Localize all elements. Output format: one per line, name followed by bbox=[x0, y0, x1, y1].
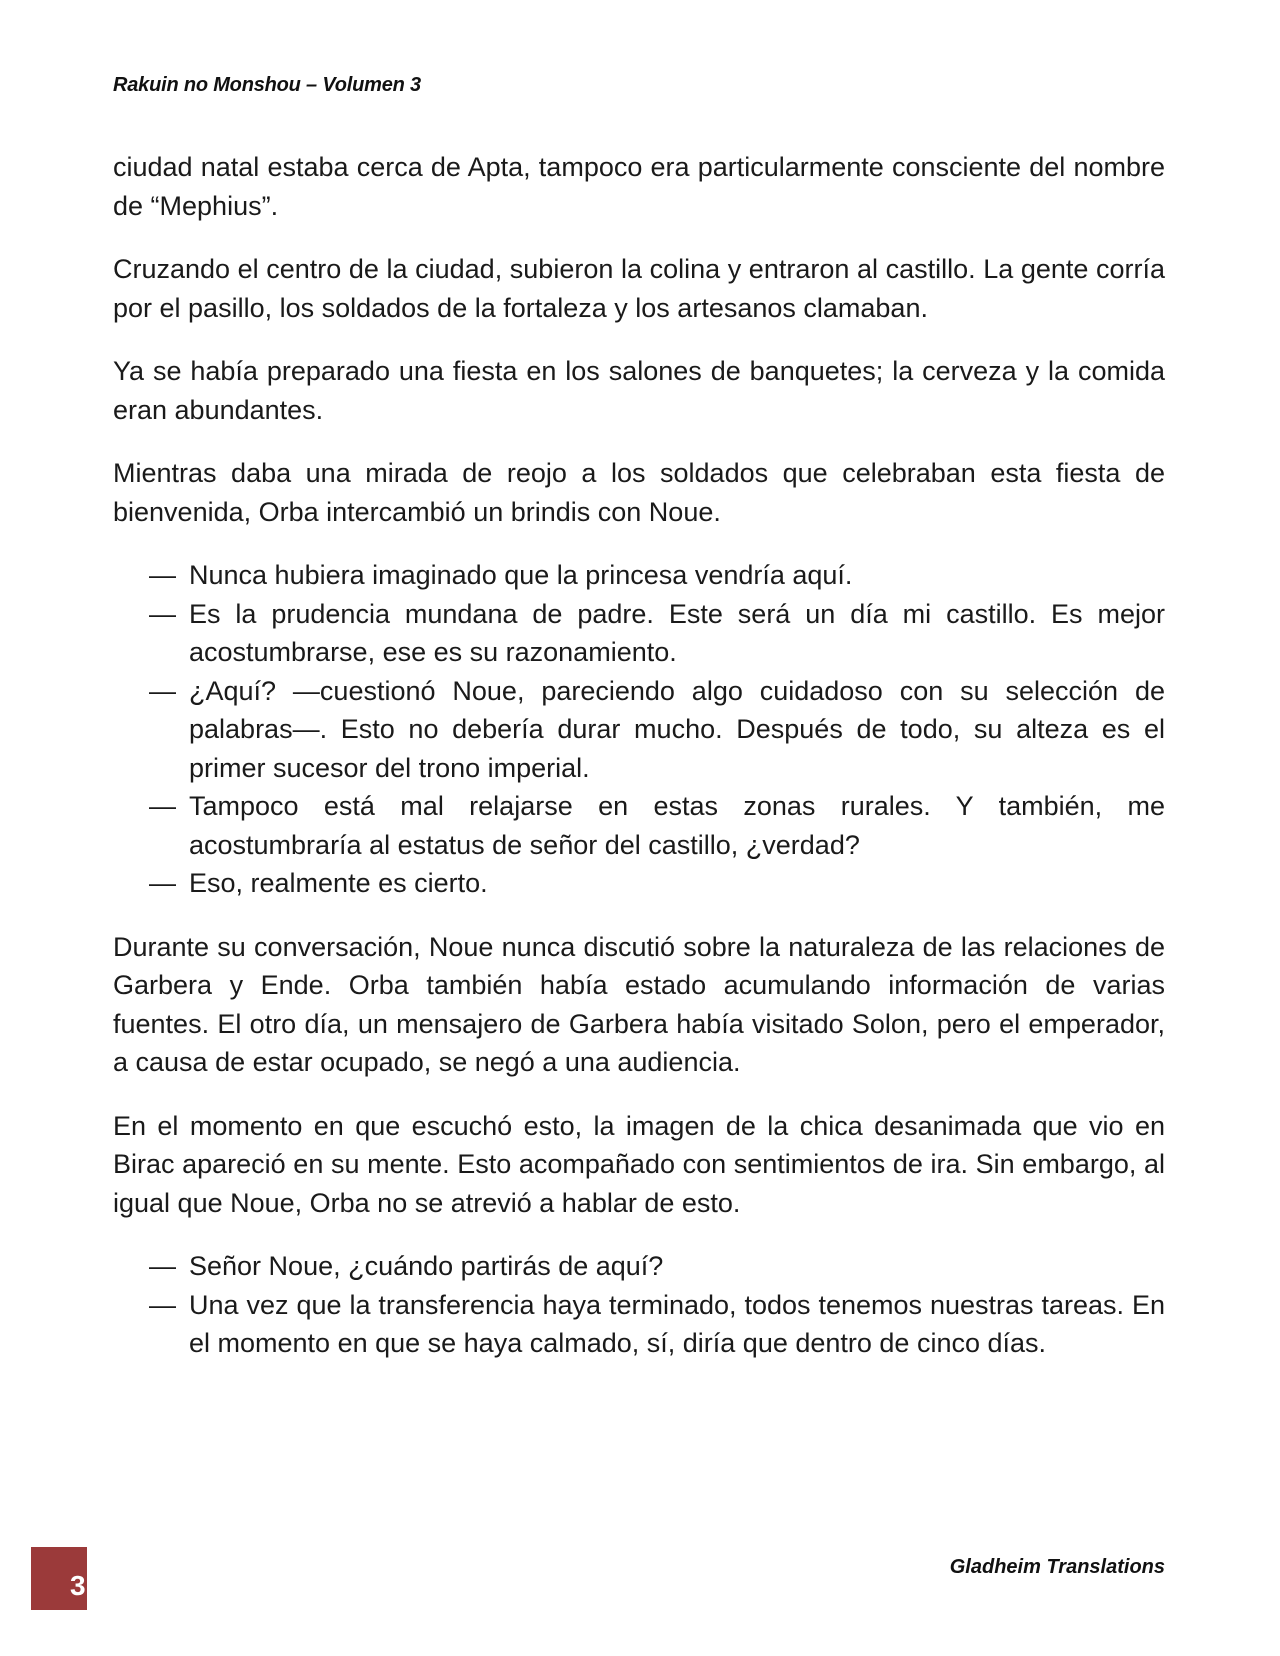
dialogue-block bbox=[113, 556, 1165, 903]
dialogue-line bbox=[149, 556, 1165, 595]
page-body bbox=[113, 148, 1165, 1388]
dialogue-line bbox=[149, 787, 1165, 864]
dialogue-text: Eso, realmente es cierto. bbox=[189, 868, 488, 898]
dialogue-line bbox=[149, 595, 1165, 672]
dialogue-dash: — bbox=[149, 598, 176, 629]
dialogue-dash: — bbox=[149, 868, 176, 898]
dialogue-text: Una vez que la transferencia haya terminado, todos tenemos nuestras tareas. En el momento en que se haya calmado, sí, diría que dentro de cinco días. bbox=[189, 1289, 1165, 1358]
paragraph: Mientras daba una mirada de reojo a los soldados que celebraban esta fiesta de bienvenida, Orba intercambió un brindis con Noue. bbox=[113, 458, 1165, 527]
dialogue-line bbox=[149, 672, 1165, 788]
dialogue-text: Nunca hubiera imaginado que la princesa vendría aquí. bbox=[189, 560, 853, 590]
dialogue-dash: — bbox=[149, 1251, 176, 1281]
dialogue-dash: — bbox=[149, 560, 176, 590]
paragraph: En el momento en que escuchó esto, la imagen de la chica desanimada que vio en Birac apareció en su mente. Esto acompañado con sentimientos de ira. Sin embargo, al igual que Noue, Orba no se atrevió a hablar de esto. bbox=[113, 1110, 1165, 1218]
dialogue-text: Señor Noue, ¿cuándo partirás de aquí? bbox=[189, 1251, 664, 1281]
dialogue-dash: — bbox=[149, 675, 176, 706]
dialogue-block bbox=[113, 1247, 1165, 1363]
translation-credit: Gladheim Translations bbox=[949, 1556, 1165, 1578]
dialogue-text: ¿Aquí? —cuestionó Noue, pareciendo algo cuidadoso con su selección de palabras—. Esto no debería durar mucho. Después de todo, su alteza es el primer sucesor del trono imperial. bbox=[189, 675, 1165, 783]
paragraph: Ya se había preparado una fiesta en los salones de banquetes; la cerveza y la comida eran abundantes. bbox=[113, 356, 1165, 425]
dialogue-dash: — bbox=[149, 791, 176, 821]
dialogue-dash: — bbox=[149, 1289, 176, 1320]
paragraph: Cruzando el centro de la ciudad, subieron la colina y entraron al castillo. La gente corría por el pasillo, los soldados de la fortaleza y los artesanos clamaban. bbox=[113, 254, 1165, 323]
running-header-title: Rakuin no Monshou – Volumen 3 bbox=[113, 74, 421, 96]
dialogue-line bbox=[149, 1286, 1165, 1363]
paragraph: ciudad natal estaba cerca de Apta, tampoco era particularmente consciente del nombre de “Mephius”. bbox=[113, 152, 1165, 221]
dialogue-text: Tampoco está mal relajarse en estas zonas rurales. Y también, me acostumbraría al estatus de señor del castillo, ¿verdad? bbox=[189, 791, 1165, 860]
paragraph: Durante su conversación, Noue nunca discutió sobre la naturaleza de las relaciones de Garbera y Ende. Orba también había estado acumulando información de varias fuentes. El otro día, un mensajero de Garbera había visitado Solon, pero el emperador, a causa de estar ocupado, se negó a una audiencia. bbox=[113, 931, 1165, 1077]
dialogue-line bbox=[149, 1247, 1165, 1286]
page-number: 3 bbox=[70, 1570, 86, 1601]
page-number-underline bbox=[31, 1607, 87, 1610]
dialogue-line bbox=[149, 864, 1165, 903]
dialogue-text: Es la prudencia mundana de padre. Este será un día mi castillo. Es mejor acostumbrarse, ese es su razonamiento. bbox=[189, 598, 1165, 667]
